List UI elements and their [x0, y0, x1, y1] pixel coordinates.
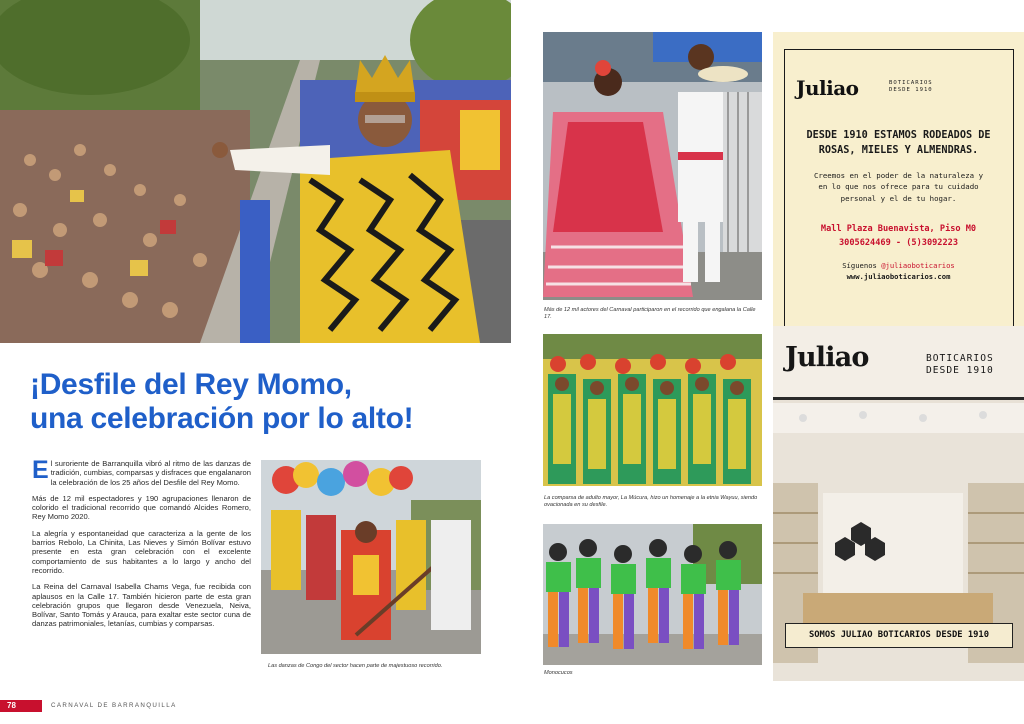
ad-headline: DESDE 1910 ESTAMOS RODEADOS DE ROSAS, MIELES Y ALMENDRAS. [806, 130, 991, 156]
photo-cumbia-dancers [543, 32, 762, 300]
ad-brand-tagline: BOTICARIOS DESDE 1910 [889, 80, 933, 93]
photo-la-mucura [543, 334, 762, 486]
article-paragraph: Más de 12 mil espectadores y 190 agrupaciones llenaron de colorido el tradicional recorrido que comandó Alcides Romero, Rey Momo 2020. [32, 493, 251, 522]
article-body [32, 456, 251, 636]
caption-actors: Más de 12 mil actores del Carnaval participaron en el recorrido que engalana la Calle 17. [544, 307, 756, 320]
ad-contact [773, 222, 1024, 250]
article-headline [30, 368, 500, 436]
ad-follow-label: Síguenos [842, 261, 877, 270]
ad-website-link[interactable]: www.juliaoboticarios.com [846, 271, 951, 281]
headline-line-2: una celebración por lo alto! [30, 402, 414, 435]
ad-social [773, 261, 1024, 282]
ad-brand-logo: Juliao [796, 76, 859, 100]
ad-phones: 3005624469 - (5)3092223 [839, 238, 958, 248]
ad-address: Mall Plaza Buenavista, Piso M0 [820, 224, 977, 234]
dropcap: E [32, 456, 49, 484]
photo-congo-dancers [261, 460, 481, 654]
store-sign-brand: Juliao [785, 342, 869, 373]
ad-social-handle[interactable]: @juliaoboticarios [881, 261, 955, 270]
publication-name: CARNAVAL DE BARRANQUILLA [51, 702, 177, 709]
caption-mucura: La comparsa de adulto mayor, La Múcura, hizo un homenaje a la etnia Wayuu, siendo ovacionada en su desfile. [544, 495, 758, 508]
store-sign [773, 326, 1024, 400]
article-paragraph: La alegría y espontaneidad que caracteriza a la gente de los barrios Rebolo, La Chinita, Las Nieves y Simón Bolívar estuvo presente en esta gran celebración con el excelente comportamiento de sus habitantes a lo largo y ancho del recorrido. [32, 528, 251, 575]
headline-line-1: ¡Desfile del Rey Momo, [30, 368, 352, 401]
store-banner: SOMOS JULIAO BOTICARIOS DESDE 1910 [785, 623, 1013, 648]
article-paragraph: El suroriente de Barranquilla vibró al ritmo de las danzas de tradición, cumbias, comparsas y disfraces que engalanaron la celebración de los 25 años del Desfile del Rey Momo. [32, 456, 251, 487]
ad-body-text: Creemos en el poder de la naturaleza y en lo que nos ofrece para tu cuidado personal y el de tu hogar. [813, 171, 984, 203]
hero-photo-rey-momo [0, 0, 511, 343]
article-paragraph: La Reina del Carnaval Isabella Chams Vega, fue recibida con aplausos en la Calle 17. También hicieron parte de esta gran celebración grupos que llegaron desde Venezuela, Neiva, Bolívar, Santo Tomás y Arauca, para exaltar este sector cuna de danzas patrimoniales, letanías, cumbias y comparsas. [32, 582, 251, 629]
photo-juliao-store [773, 326, 1024, 681]
photo-monocucos [543, 524, 762, 665]
juliao-ad [773, 32, 1024, 326]
store-sign-tagline: BOTICARIOS DESDE 1910 [926, 353, 994, 376]
caption-monocucos: Monocucos [544, 670, 573, 676]
page-number: 78 [0, 700, 42, 712]
caption-congo: Las danzas de Congo del sector hacen parte de majestuoso recorrido. [268, 663, 443, 669]
